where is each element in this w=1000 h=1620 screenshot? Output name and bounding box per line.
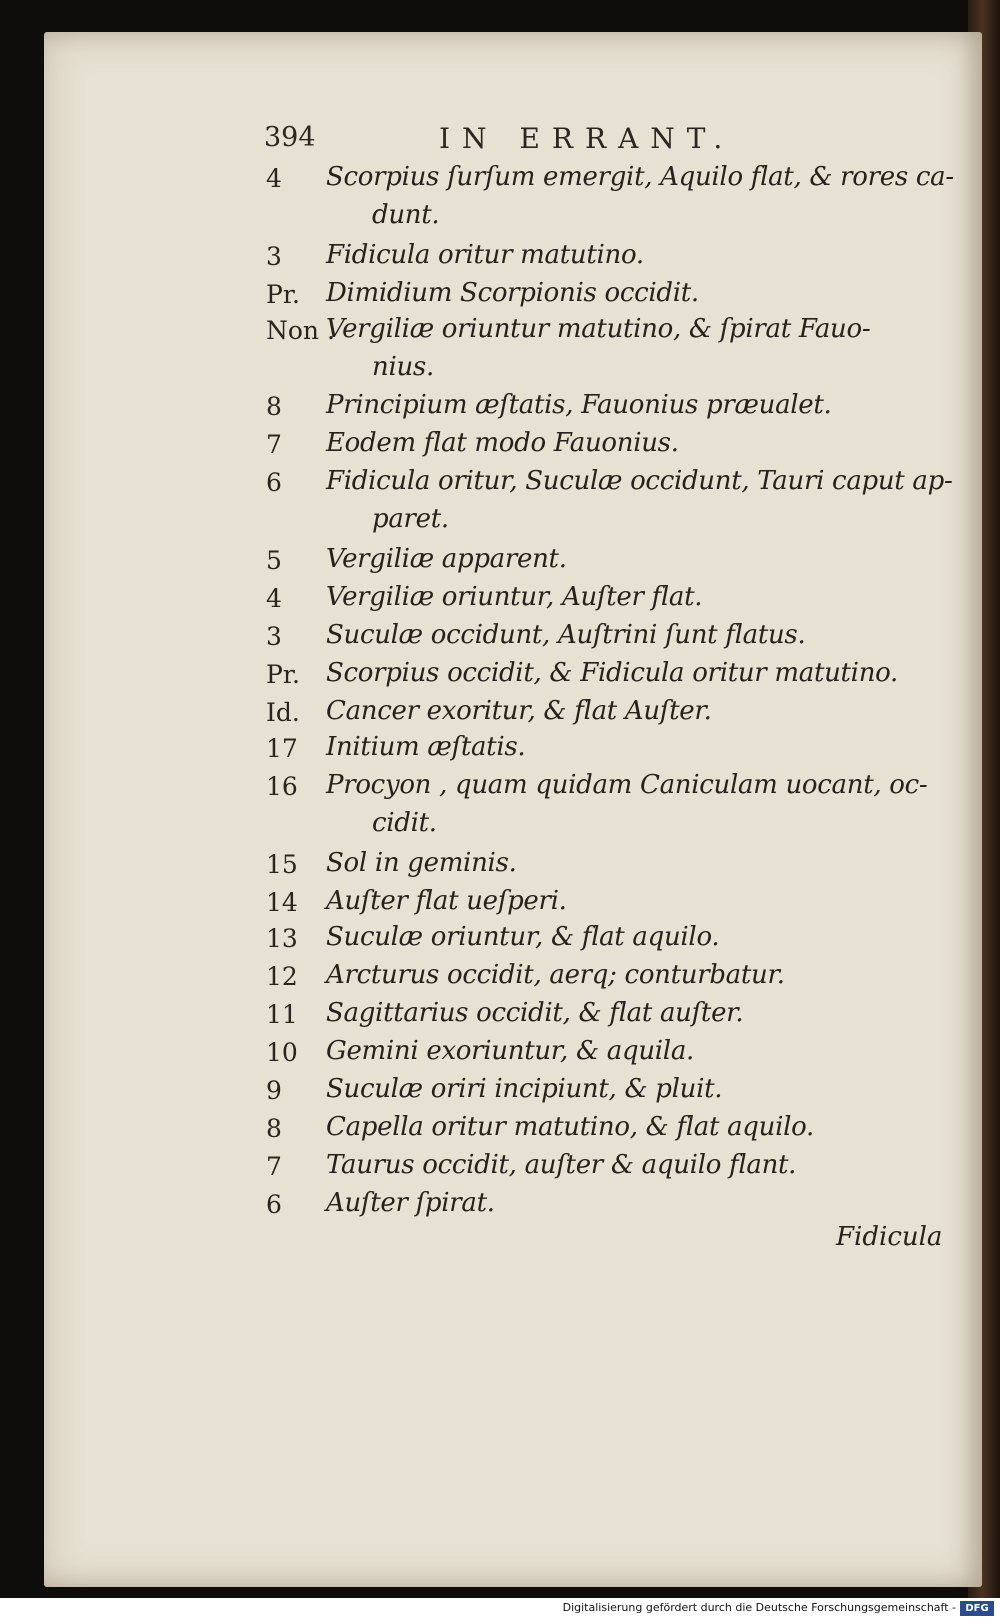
entry-text: Arcturus occidit, aerq; conturbatur. <box>326 960 785 990</box>
entry-text: Vergiliæ oriuntur matutino, & ſpirat Fauo- <box>326 314 871 344</box>
entry-text: Taurus occidit, auſter & aquilo flant. <box>326 1150 797 1180</box>
entry-date: 6 <box>266 468 282 497</box>
entry-date: 17 <box>266 734 298 763</box>
entry-text: Auſter ſpirat. <box>326 1188 495 1218</box>
entry-date: 9 <box>266 1076 282 1105</box>
entry-text: Capella oritur matutino, & flat aquilo. <box>326 1112 814 1142</box>
entry-date: 13 <box>266 924 298 953</box>
entry-text: Gemini exoriuntur, & aquila. <box>326 1036 694 1066</box>
entry-text: Eodem flat modo Fauonius. <box>326 428 679 458</box>
entry-date: Non . <box>266 316 335 345</box>
entry-text: Fidicula oritur, Suculæ occidunt, Tauri caput ap- <box>326 466 953 496</box>
entry-date: Pr. <box>266 660 300 689</box>
entry-date: 8 <box>266 1114 282 1143</box>
entry-date: 7 <box>266 430 282 459</box>
page-number: 394 <box>264 122 316 153</box>
entry-text: Scorpius occidit, & Fidicula oritur matutino. <box>326 658 899 688</box>
entry-date: Id. <box>266 698 300 727</box>
entry-date: 7 <box>266 1152 282 1181</box>
entry-date: 15 <box>266 850 298 879</box>
entry-date: 3 <box>266 622 282 651</box>
entry-text: Scorpius ſurſum emergit, Aquilo flat, & rores ca- <box>326 162 954 192</box>
entry-text: Sol in geminis. <box>326 848 517 878</box>
entry-text: Fidicula oritur matutino. <box>326 240 644 270</box>
entry-date: 6 <box>266 1190 282 1219</box>
entry-date: 4 <box>266 164 282 193</box>
entry-text: Principium æſtatis, Fauonius præualet. <box>326 390 832 420</box>
footer-credit: Digitalisierung gefördert durch die Deutsche Forschungsgemeinschaft - <box>562 1601 956 1614</box>
entry-text: Vergiliæ oriuntur, Auſter flat. <box>326 582 703 612</box>
entry-text: Suculæ oriuntur, & flat aquilo. <box>326 922 720 952</box>
entry-text-continuation: nius. <box>372 352 434 382</box>
entry-date: Pr. <box>266 280 300 309</box>
entry-date: 14 <box>266 888 298 917</box>
entry-date: 16 <box>266 772 298 801</box>
entry-date: 3 <box>266 242 282 271</box>
entry-text: Dimidium Scorpionis occidit. <box>326 278 699 308</box>
running-head: IN ERRANT. <box>439 122 735 155</box>
entry-text: Suculæ oriri incipiunt, & pluit. <box>326 1074 723 1104</box>
entry-text: Initium æſtatis. <box>326 732 526 762</box>
entry-date: 12 <box>266 962 298 991</box>
entry-text-continuation: paret. <box>372 504 449 534</box>
entry-text: Vergiliæ apparent. <box>326 544 567 574</box>
footer-bar <box>0 1598 1000 1620</box>
entry-date: 5 <box>266 546 282 575</box>
dfg-logo: DFG <box>960 1601 994 1616</box>
entry-date: 11 <box>266 1000 298 1029</box>
calendar-entries <box>44 32 982 1587</box>
entry-text: Cancer exoritur, & flat Auſter. <box>326 696 712 726</box>
entry-text: Suculæ occidunt, Auſtrini ſunt flatus. <box>326 620 806 650</box>
catchword: Fidicula <box>836 1222 943 1252</box>
entry-text-continuation: cidit. <box>372 808 437 838</box>
entry-text: Procyon , quam quidam Caniculam uocant, oc- <box>326 770 928 800</box>
entry-date: 10 <box>266 1038 298 1067</box>
entry-text: Sagittarius occidit, & flat auſter. <box>326 998 744 1028</box>
entry-text: Auſter flat ueſperi. <box>326 886 567 916</box>
entry-text-continuation: dunt. <box>372 200 440 230</box>
entry-date: 8 <box>266 392 282 421</box>
book-page <box>44 32 982 1587</box>
entry-date: 4 <box>266 584 282 613</box>
